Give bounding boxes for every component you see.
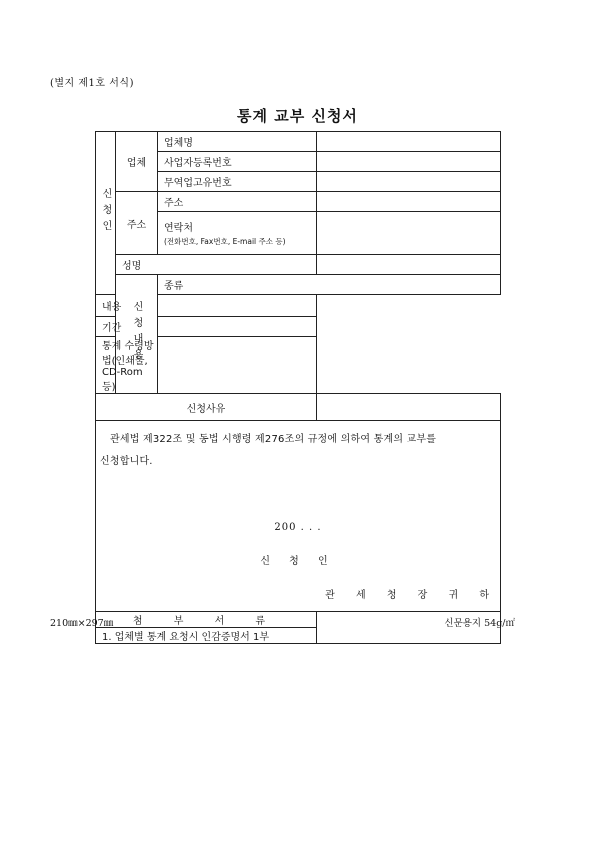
name-label: 성명 — [116, 255, 317, 275]
form-title: 통계 교부 신청서 — [237, 107, 358, 125]
attachments-header: 첨 부 서 류 — [96, 612, 317, 628]
company-group-label: 업체 — [116, 132, 158, 192]
applicant-section-label: 신청인 — [96, 132, 116, 295]
request-type-label: 종류 — [158, 275, 501, 295]
receipt-method-label: 통계 수령방법(인쇄물, CD-Rom 등) — [96, 337, 158, 394]
request-section-label: 신청내용 — [116, 275, 158, 394]
business-registration-input[interactable] — [317, 152, 501, 172]
company-name-label: 업체명 — [158, 132, 317, 152]
address-group-label: 주소 — [116, 192, 158, 255]
form-number: (별지 제1호 서식) — [50, 78, 134, 89]
statement-block — [96, 421, 501, 612]
recipient-line: 관 세 청 장 귀 하 — [325, 590, 498, 601]
name-input[interactable] — [317, 255, 501, 275]
application-form-table — [95, 131, 501, 644]
applicant-signature-label: 신 청 인 — [260, 556, 336, 567]
contact-label — [158, 212, 317, 255]
paper-spec: 신문용지 54g/㎡ — [444, 618, 515, 629]
trade-id-input[interactable] — [317, 172, 501, 192]
request-content-input[interactable] — [158, 295, 317, 317]
request-period-label: 기간 — [96, 317, 158, 337]
attachment-item: 1. 업체별 통계 요청시 인감증명서 1부 — [96, 628, 317, 644]
address-label: 주소 — [158, 192, 317, 212]
request-content-label: 내용 — [96, 295, 158, 317]
business-registration-label: 사업자등록번호 — [158, 152, 317, 172]
statement-text: 관세법 제322조 및 동법 시행령 제276조의 규정에 의하여 통계의 교부를 신청합니다. — [100, 434, 437, 467]
reason-label: 신청사유 — [96, 394, 317, 421]
reason-input[interactable] — [317, 394, 501, 421]
contact-input[interactable] — [317, 212, 501, 255]
paper-size: 210㎜×297㎜ — [50, 618, 114, 629]
contact-note: (전화번호, Fax번호, E-mail 주소 등) — [164, 237, 286, 246]
contact-label-text: 연락처 — [164, 223, 193, 234]
request-period-input[interactable] — [158, 317, 317, 337]
receipt-method-input[interactable] — [158, 337, 317, 394]
application-date: 200 . . . — [274, 522, 322, 533]
address-input[interactable] — [317, 192, 501, 212]
company-name-input[interactable] — [317, 132, 501, 152]
trade-id-label: 무역업고유번호 — [158, 172, 317, 192]
